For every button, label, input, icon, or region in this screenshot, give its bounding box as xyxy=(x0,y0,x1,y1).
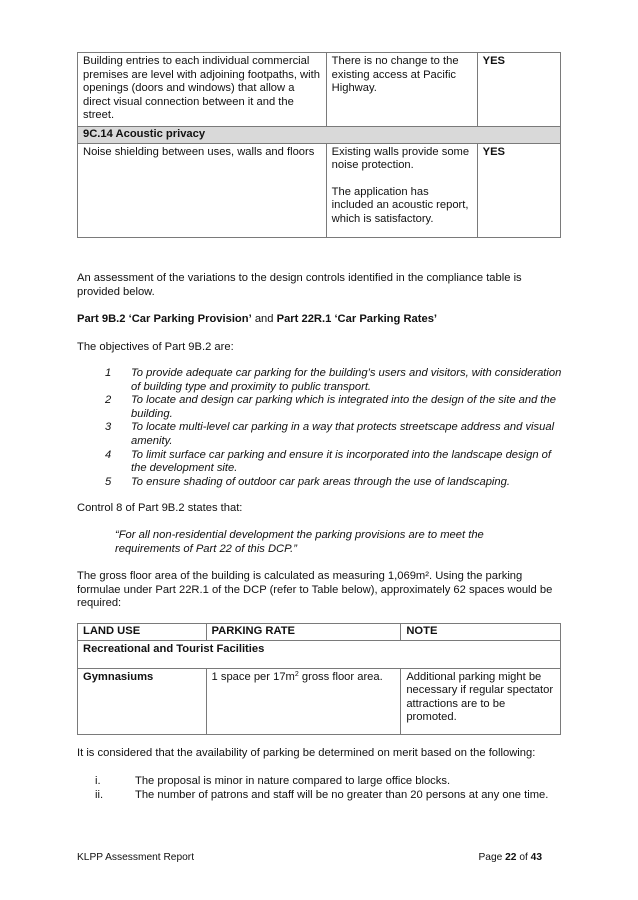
group-row xyxy=(78,640,561,668)
parking-rate-cell xyxy=(206,668,401,734)
comment-cell: There is no change to the existing access at Pacific Highway. xyxy=(326,53,477,127)
heading-part-b: Part 22R.1 ‘Car Parking Rates’ xyxy=(276,313,438,325)
note-cell: Additional parking might be necessary if regular spectator attractions are to be promoted. xyxy=(401,668,561,734)
item-number: 4 xyxy=(105,448,112,461)
total-pages: 43 xyxy=(530,852,542,863)
list-item xyxy=(105,394,565,421)
table-row xyxy=(78,53,561,127)
item-number: ii. xyxy=(95,788,104,801)
gfa-paragraph: The gross floor area of the building is calculated as measuring 1,069m². Using the parking formulae under Part 22R.1 of the DCP (refer to Table below), approximately 62 spaces would be required: xyxy=(77,570,553,610)
item-text: To locate multi-level car parking in a way that protects streetscape address and visual amenity. xyxy=(131,421,555,447)
column-header: PARKING RATE xyxy=(206,624,401,641)
rate-text-end: gross floor area. xyxy=(298,670,383,683)
table-row xyxy=(78,143,561,237)
objectives-list xyxy=(105,367,565,489)
heading-and: and xyxy=(251,313,277,325)
requirement-cell: Building entries to each individual commercial premises are level with adjoining footpaths, with openings (doors and windows) that allow a direct visual connection between it and the street. xyxy=(78,53,327,127)
item-number: 3 xyxy=(105,421,112,434)
list-item xyxy=(105,367,565,394)
footer-report-title: KLPP Assessment Report xyxy=(77,852,195,863)
comment-line: Existing walls provide some noise protection. xyxy=(331,145,470,172)
quote: “For all non-residential development the parking provisions are to meet the requirements of Part 22 of this DCP.” xyxy=(115,529,484,555)
column-header: NOTE xyxy=(401,624,561,641)
item-number: 2 xyxy=(105,394,112,407)
merit-paragraph: It is considered that the availability of parking be determined on merit based on the following: xyxy=(77,747,536,759)
control-intro: Control 8 of Part 9B.2 states that: xyxy=(77,502,243,514)
list-item xyxy=(95,789,555,803)
complies-cell: YES xyxy=(477,143,560,237)
rate-text: 1 space per 17m xyxy=(211,670,295,683)
page-label: Page xyxy=(478,852,506,863)
merit-reasons-list xyxy=(95,775,555,802)
assessment-paragraph: An assessment of the variations to the design controls identified in the compliance table is provided below. xyxy=(77,272,522,298)
item-number: i. xyxy=(95,775,101,787)
comment-cell xyxy=(326,143,477,237)
objectives-intro: The objectives of Part 9B.2 are: xyxy=(77,341,234,353)
section-heading-row xyxy=(78,126,561,143)
item-text: The proposal is minor in nature compared to large office blocks. xyxy=(135,775,451,787)
column-header: LAND USE xyxy=(78,624,207,641)
footer-page-number xyxy=(479,851,542,865)
table-row xyxy=(78,668,561,734)
group-label: Recreational and Tourist Facilities xyxy=(78,640,561,668)
current-page: 22 xyxy=(505,852,517,863)
item-text: The number of patrons and staff will be no greater than 20 persons at any one time. xyxy=(135,788,549,801)
item-text: To provide adequate car parking for the building’s users and visitors, with consideration of building type and proximity to public transport. xyxy=(131,367,562,393)
list-item xyxy=(105,449,565,476)
item-number: 1 xyxy=(105,367,112,379)
land-use-cell: Gymnasiums xyxy=(78,668,207,734)
heading-part-a: Part 9B.2 ‘Car Parking Provision’ xyxy=(77,313,252,325)
table-header-row xyxy=(78,624,561,641)
list-item xyxy=(95,775,555,789)
complies-cell: YES xyxy=(477,53,560,127)
item-number: 5 xyxy=(105,475,112,488)
item-text: To limit surface car parking and ensure it is incorporated into the landscape design of the development site. xyxy=(131,448,551,475)
item-text: To locate and design car parking which is integrated into the design of the site and the building. xyxy=(131,394,556,420)
list-item xyxy=(105,421,565,448)
item-text: To ensure shading of outdoor car park areas through the use of landscaping. xyxy=(131,475,510,488)
compliance-table xyxy=(77,52,561,238)
section-heading-parking xyxy=(77,313,562,327)
requirement-cell: Noise shielding between uses, walls and floors xyxy=(78,143,327,237)
section-heading: 9C.14 Acoustic privacy xyxy=(78,126,561,143)
comment-line: The application has included an acoustic report, which is satisfactory. xyxy=(331,185,469,225)
rate-superscript: 2 xyxy=(294,670,299,678)
list-item xyxy=(105,476,565,490)
page-of: of xyxy=(516,852,531,863)
parking-rates-table xyxy=(77,623,561,735)
